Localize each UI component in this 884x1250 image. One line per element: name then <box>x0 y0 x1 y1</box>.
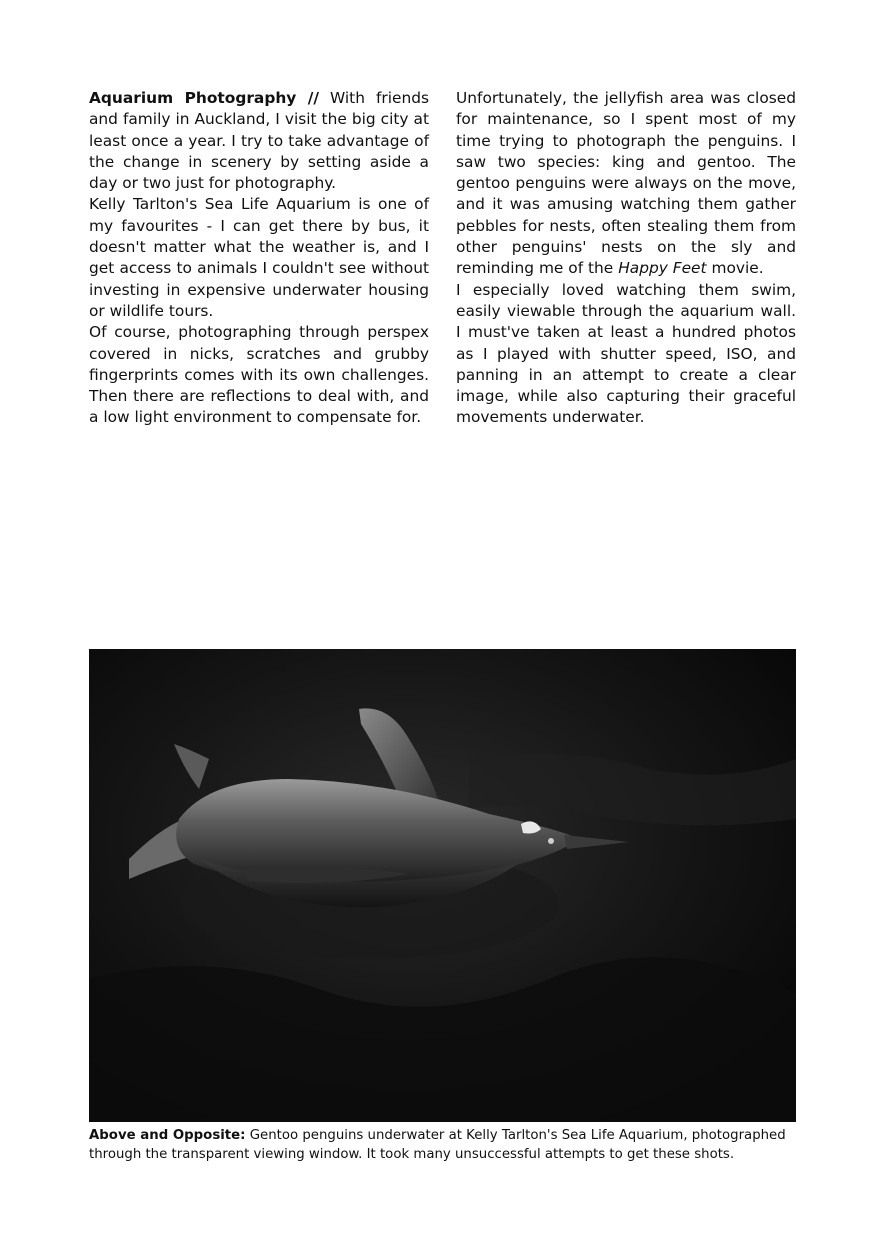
left-column <box>89 88 429 429</box>
right-column <box>456 88 796 429</box>
paragraph <box>456 88 796 280</box>
article-title: Aquarium Photography // <box>89 89 320 107</box>
paragraph-text: Unfortunately, the jellyfish area was closed for maintenance, so I spent most of my time trying to photograph the penguins. I saw two species: king and gentoo. The gentoo penguins were always on the move, and it was amusing watching them gather pebbles for nests, often stealing them from other penguins' nests on the sly and reminding me of the <box>456 89 796 278</box>
paragraph-text: movie. <box>706 259 764 278</box>
penguin-illustration <box>89 649 796 1122</box>
caption-label: Above and Opposite: <box>89 1128 246 1143</box>
paragraph: Kelly Tarlton's Sea Life Aquarium is one of my favourites - I can get there by bus, it doesn't matter what the weather is, and I get access to animals I couldn't see without investing in expensive underwater housing or wildlife tours. <box>89 195 429 320</box>
paragraph: I especially loved watching them swim, easily viewable through the aquarium wall. I must've taken at least a hundred photos as I played with shutter speed, ISO, and panning in an attempt to create a clear image, while also capturing their graceful movements underwater. <box>456 280 796 427</box>
photo-caption <box>89 1126 796 1164</box>
movie-title: Happy Feet <box>618 259 707 278</box>
intro-paragraph <box>89 88 429 194</box>
intro-text: With friends and family in Auckland, I visit the big city at least once a year. I try to take advantage of the change in scenery by setting aside a day or two just for photography. <box>89 89 429 193</box>
paragraph: Of course, photographing through perspex covered in nicks, scratches and grubby fingerprints comes with its own challenges. Then there are reflections to deal with, and a low light environment to compensate for. <box>89 323 429 427</box>
penguin-photo <box>89 649 796 1122</box>
caption-text: Gentoo penguins underwater at Kelly Tarlton's Sea Life Aquarium, photographed through the transparent viewing window. It took many unsuccessful attempts to get these shots. <box>89 1128 786 1162</box>
